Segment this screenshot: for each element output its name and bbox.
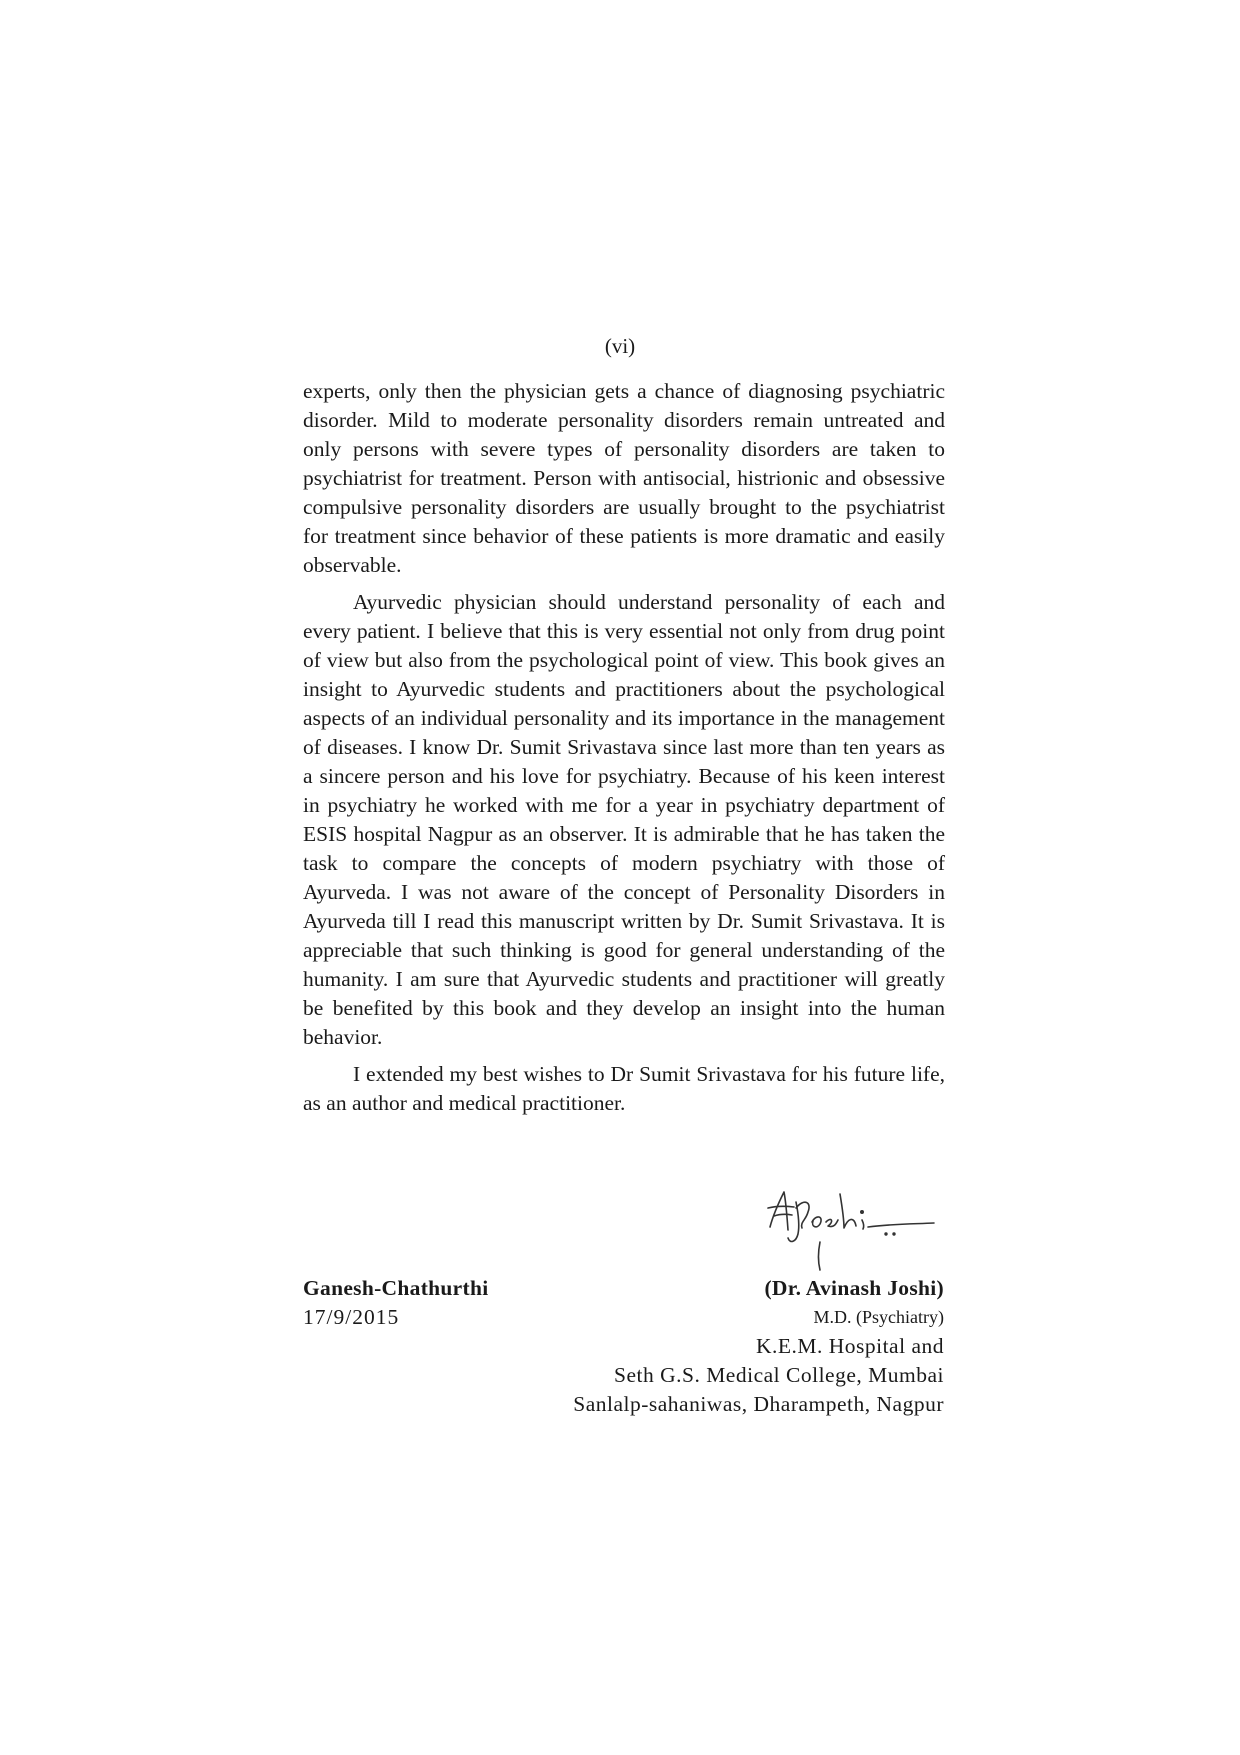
place-label: Ganesh-Chathurthi xyxy=(303,1276,489,1300)
author-affiliation-1: K.E.M. Hospital and xyxy=(755,1334,944,1358)
author-degree: M.D. (Psychiatry) xyxy=(813,1307,944,1327)
author-address: Sanlalp-sahaniwas, Dharampeth, Nagpur xyxy=(573,1392,944,1416)
paragraph-1: experts, only then the physician gets a chance of diagnosing psychiatric disorder. Mild to moderate personality disorders remain untreated and only persons with severe types of personality disorders are taken to psychiatrist for treatment. Person with antisocial, histrionic and obsessive compulsive personality disorders are usually brought to the psychiatrist for treatment since behavior of these patients is more dramatic and easily observable. xyxy=(303,379,945,577)
place-date-block xyxy=(303,1274,489,1332)
paragraph-2: Ayurvedic physician should understand personality of each and every patient. I believe that this is very essential not only from drug point of view but also from the psychological point of view. This book gives an insight to Ayurvedic students and practitioners about the psychological aspects of an individual personality and its importance in the management of diseases. I know Dr. Sumit Srivastava since last more than ten years as a sincere person and his love for psychiatry. Because of his keen interest in psychiatry he worked with me for a year in psychiatry department of ESIS hospital Nagpur as an observer. It is admirable that he has taken the task to compare the concepts of modern psychiatry with those of Ayurveda. I was not aware of the concept of Personality Disorders in Ayurveda till I read this manuscript written by Dr. Sumit Srivastava. It is appreciable that such thinking is good for general understanding of the humanity. I am sure that Ayurvedic students and practitioner will greatly be benefited by this book and they develop an insight into the human behavior. xyxy=(303,590,945,1049)
body-text xyxy=(303,377,945,1126)
date-label: 17/9/2015 xyxy=(303,1305,400,1329)
author-affiliation-2: Seth G.S. Medical College, Mumbai xyxy=(613,1363,944,1387)
page-number: (vi) xyxy=(604,334,636,358)
author-name: (Dr. Avinash Joshi) xyxy=(764,1276,944,1300)
paragraph-3: I extended my best wishes to Dr Sumit Srivastava for his future life, as an author and medical practitioner. xyxy=(303,1062,945,1115)
author-block xyxy=(573,1274,944,1419)
signature-image xyxy=(760,1172,940,1272)
